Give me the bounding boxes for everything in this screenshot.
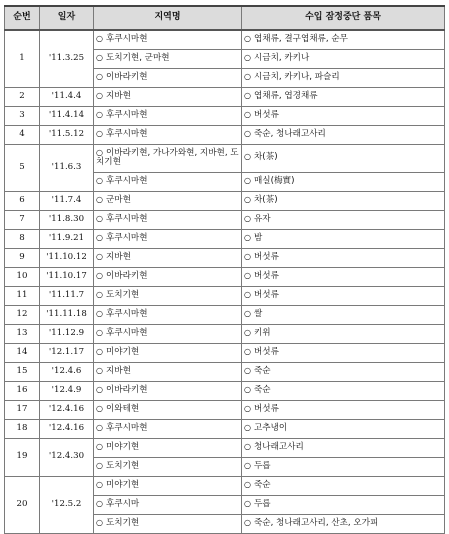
region-text: 이바라키현: [105, 384, 148, 395]
item-text: 버섯류: [253, 270, 279, 281]
bullet-icon: ○: [244, 365, 251, 375]
bullet-icon: ○: [96, 460, 103, 470]
row-item: [242, 267, 445, 286]
bullet-icon: ○: [96, 194, 103, 204]
bullet-icon: ○: [96, 479, 103, 489]
region-text: 이와테현: [105, 403, 140, 414]
row-date: '11.7.4: [40, 191, 94, 210]
table-row: [5, 229, 445, 248]
row-item: [242, 514, 445, 533]
row-region: [94, 457, 242, 476]
item-text: 매실(梅實): [253, 175, 295, 186]
bullet-icon: ○: [96, 498, 103, 508]
row-region: [94, 106, 242, 125]
bullet-icon: ○: [96, 517, 103, 527]
row-num: 3: [5, 106, 40, 125]
bullet-icon: ○: [96, 422, 103, 432]
bullet-icon: ○: [96, 52, 103, 62]
bullet-icon: ○: [244, 194, 251, 204]
region-text: 지바현: [105, 251, 131, 262]
table-row: [5, 362, 445, 381]
region-text: 후쿠시마현: [105, 128, 148, 139]
region-text: 후쿠시마현: [105, 109, 148, 120]
row-num: 13: [5, 324, 40, 343]
row-item: [242, 191, 445, 210]
row-region: [94, 400, 242, 419]
row-num: 9: [5, 248, 40, 267]
region-text: 도치기현: [105, 517, 140, 528]
item-text: 버섯류: [253, 109, 279, 120]
row-date: '11.10.12: [40, 248, 94, 267]
row-region: [94, 324, 242, 343]
bullet-icon: ○: [244, 232, 251, 242]
row-date: '11.9.21: [40, 229, 94, 248]
table-row: [5, 106, 445, 125]
bullet-icon: ○: [244, 34, 251, 44]
table-row: [5, 125, 445, 144]
row-item: [242, 30, 445, 49]
table-row: [5, 400, 445, 419]
header-num: 순번: [5, 6, 40, 30]
item-text: 버섯류: [253, 251, 279, 262]
row-region: [94, 229, 242, 248]
bullet-icon: ○: [96, 90, 103, 100]
bullet-icon: ○: [244, 213, 251, 223]
bullet-icon: ○: [244, 175, 251, 185]
bullet-icon: ○: [244, 327, 251, 337]
row-region: [94, 305, 242, 324]
bullet-icon: ○: [96, 147, 103, 157]
bullet-icon: ○: [96, 346, 103, 356]
bullet-icon: ○: [244, 90, 251, 100]
row-num: 10: [5, 267, 40, 286]
row-num: 1: [5, 30, 40, 87]
row-item: [242, 381, 445, 400]
bullet-icon: ○: [96, 175, 103, 185]
row-item: [242, 438, 445, 457]
row-date: '11.3.25: [40, 30, 94, 87]
row-item: [242, 49, 445, 68]
row-num: 4: [5, 125, 40, 144]
bullet-icon: ○: [96, 213, 103, 223]
item-text: 키위: [253, 327, 271, 338]
row-num: 12: [5, 305, 40, 324]
row-date: '11.11.18: [40, 305, 94, 324]
bullet-icon: ○: [244, 128, 251, 138]
bullet-icon: ○: [96, 441, 103, 451]
row-region: [94, 191, 242, 210]
table-row: [5, 438, 445, 457]
item-text: 차(茶): [253, 152, 278, 163]
bullet-icon: ○: [96, 327, 103, 337]
item-text: 엽채류, 엽경채류: [253, 90, 318, 101]
import-suspension-table: [4, 5, 445, 534]
region-text: 도치기현: [105, 460, 140, 471]
bullet-icon: ○: [244, 52, 251, 62]
bullet-icon: ○: [96, 403, 103, 413]
item-text: 죽순: [253, 365, 271, 376]
row-num: 16: [5, 381, 40, 400]
bullet-icon: ○: [244, 152, 251, 162]
table-row: [5, 343, 445, 362]
row-region: [94, 210, 242, 229]
bullet-icon: ○: [96, 34, 103, 44]
bullet-icon: ○: [96, 232, 103, 242]
row-date: '11.6.3: [40, 144, 94, 191]
row-item: [242, 495, 445, 514]
row-num: 8: [5, 229, 40, 248]
row-region: [94, 248, 242, 267]
row-region: [94, 343, 242, 362]
bullet-icon: ○: [244, 422, 251, 432]
bullet-icon: ○: [244, 479, 251, 489]
region-text: 이바라키현, 가나가와현, 지바현, 도치기현: [96, 147, 239, 167]
region-text: 지바현: [105, 90, 131, 101]
bullet-icon: ○: [244, 289, 251, 299]
row-item: [242, 419, 445, 438]
bullet-icon: ○: [244, 498, 251, 508]
table-row: [5, 248, 445, 267]
item-text: 유자: [253, 213, 271, 224]
row-region: [94, 381, 242, 400]
row-num: 6: [5, 191, 40, 210]
row-region: [94, 49, 242, 68]
row-region: [94, 286, 242, 305]
bullet-icon: ○: [244, 308, 251, 318]
row-item: [242, 144, 445, 172]
row-date: '11.5.12: [40, 125, 94, 144]
row-date: '12.4.16: [40, 419, 94, 438]
row-item: [242, 286, 445, 305]
row-num: 5: [5, 144, 40, 191]
item-text: 버섯류: [253, 403, 279, 414]
row-num: 19: [5, 438, 40, 476]
table-row: [5, 210, 445, 229]
row-region: [94, 362, 242, 381]
row-region: [94, 172, 242, 191]
region-text: 군마현: [105, 194, 131, 205]
bullet-icon: ○: [96, 308, 103, 318]
region-text: 후쿠시마현: [105, 213, 148, 224]
row-item: [242, 172, 445, 191]
row-item: [242, 87, 445, 106]
row-region: [94, 87, 242, 106]
row-num: 17: [5, 400, 40, 419]
row-date: '11.4.14: [40, 106, 94, 125]
bullet-icon: ○: [244, 403, 251, 413]
table-row: [5, 30, 445, 49]
row-date: '12.1.17: [40, 343, 94, 362]
item-text: 고추냉이: [253, 422, 288, 433]
bullet-icon: ○: [244, 251, 251, 261]
row-item: [242, 343, 445, 362]
row-date: '11.11.7: [40, 286, 94, 305]
bullet-icon: ○: [96, 365, 103, 375]
row-item: [242, 229, 445, 248]
table-row: [5, 324, 445, 343]
row-region: [94, 438, 242, 457]
item-text: 밤: [253, 232, 263, 243]
item-text: 죽순: [253, 479, 271, 490]
bullet-icon: ○: [96, 128, 103, 138]
row-region: [94, 68, 242, 87]
row-item: [242, 457, 445, 476]
region-text: 후쿠시마현: [105, 232, 148, 243]
table-row: [5, 419, 445, 438]
row-date: '11.8.30: [40, 210, 94, 229]
item-text: 차(茶): [253, 194, 278, 205]
region-text: 후쿠시마현: [105, 308, 148, 319]
row-num: 7: [5, 210, 40, 229]
row-region: [94, 267, 242, 286]
bullet-icon: ○: [244, 460, 251, 470]
row-date: '12.5.2: [40, 476, 94, 533]
bullet-icon: ○: [244, 346, 251, 356]
table-row: [5, 87, 445, 106]
region-text: 후쿠시마현: [105, 34, 148, 45]
row-num: 11: [5, 286, 40, 305]
row-item: [242, 305, 445, 324]
header-item: 수입 잠정중단 품목: [242, 6, 445, 30]
region-text: 미야기현: [105, 346, 140, 357]
row-date: '11.12.9: [40, 324, 94, 343]
bullet-icon: ○: [244, 384, 251, 394]
bullet-icon: ○: [244, 517, 251, 527]
bullet-icon: ○: [244, 270, 251, 280]
row-date: '11.4.4: [40, 87, 94, 106]
item-text: 두릅: [253, 460, 271, 471]
row-region: [94, 144, 242, 172]
row-num: 15: [5, 362, 40, 381]
region-text: 이바라키현: [105, 270, 148, 281]
bullet-icon: ○: [244, 109, 251, 119]
item-text: 죽순, 청나래고사리, 산초, 오가피: [253, 517, 379, 528]
table-row: [5, 267, 445, 286]
item-text: 죽순: [253, 384, 271, 395]
row-region: [94, 30, 242, 49]
table-row: [5, 144, 445, 172]
item-text: 시금치, 카키나, 파슬리: [253, 71, 340, 82]
row-region: [94, 125, 242, 144]
row-item: [242, 210, 445, 229]
region-text: 이바라키현: [105, 71, 148, 82]
region-text: 후쿠시마현: [105, 422, 148, 433]
row-date: '12.4.16: [40, 400, 94, 419]
row-item: [242, 125, 445, 144]
row-item: [242, 476, 445, 495]
row-item: [242, 362, 445, 381]
header-row: [5, 6, 445, 30]
row-date: '12.4.9: [40, 381, 94, 400]
row-item: [242, 400, 445, 419]
row-num: 20: [5, 476, 40, 533]
item-text: 시금치, 카키나: [253, 52, 310, 63]
region-text: 미야기현: [105, 479, 140, 490]
region-text: 도치기현, 군마현: [105, 52, 170, 63]
bullet-icon: ○: [96, 270, 103, 280]
header-region: 지역명: [94, 6, 242, 30]
row-num: 18: [5, 419, 40, 438]
row-date: '12.4.30: [40, 438, 94, 476]
item-text: 청나래고사리: [253, 441, 304, 452]
region-text: 후쿠시마: [105, 498, 140, 509]
item-text: 버섯류: [253, 346, 279, 357]
bullet-icon: ○: [96, 109, 103, 119]
bullet-icon: ○: [244, 71, 251, 81]
bullet-icon: ○: [96, 71, 103, 81]
row-num: 14: [5, 343, 40, 362]
region-text: 미야기현: [105, 441, 140, 452]
region-text: 지바현: [105, 365, 131, 376]
bullet-icon: ○: [96, 289, 103, 299]
header-date: 일자: [40, 6, 94, 30]
row-region: [94, 514, 242, 533]
row-date: '12.4.6: [40, 362, 94, 381]
item-text: 죽순, 청나래고사리: [253, 128, 326, 139]
region-text: 도치기현: [105, 289, 140, 300]
region-text: 후쿠시마현: [105, 327, 148, 338]
item-text: 두릅: [253, 498, 271, 509]
table-row: [5, 286, 445, 305]
item-text: 쌀: [253, 308, 263, 319]
bullet-icon: ○: [244, 441, 251, 451]
row-num: 2: [5, 87, 40, 106]
row-region: [94, 495, 242, 514]
row-region: [94, 476, 242, 495]
row-item: [242, 106, 445, 125]
bullet-icon: ○: [96, 384, 103, 394]
bullet-icon: ○: [96, 251, 103, 261]
row-region: [94, 419, 242, 438]
table-row: [5, 381, 445, 400]
item-text: 엽채류, 결구엽채류, 순무: [253, 34, 348, 45]
region-text: 후쿠시마현: [105, 175, 148, 186]
table-row: [5, 476, 445, 495]
table-row: [5, 191, 445, 210]
table-row: [5, 305, 445, 324]
row-item: [242, 324, 445, 343]
item-text: 버섯류: [253, 289, 279, 300]
row-item: [242, 248, 445, 267]
row-date: '11.10.17: [40, 267, 94, 286]
row-item: [242, 68, 445, 87]
